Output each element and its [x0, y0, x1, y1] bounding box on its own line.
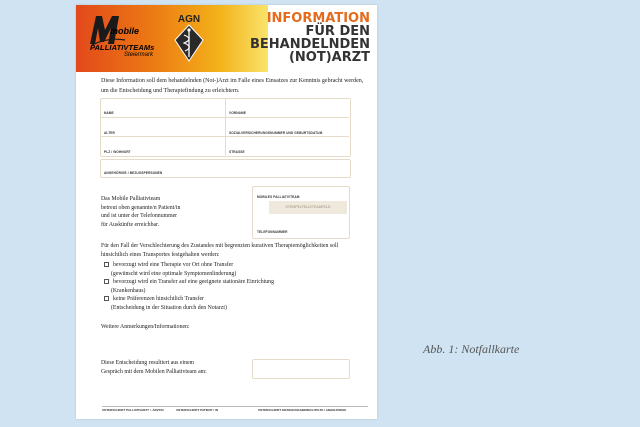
field-label-strasse: STRASSE	[229, 150, 245, 154]
decision-date-field[interactable]	[252, 359, 350, 379]
decision-line: Gespräch mit dem Mobilen Palliativteam am:	[101, 368, 207, 375]
patient-data-box	[100, 98, 351, 157]
option-subline: (gewünscht wird eine optimale Symptomenlinderung)	[111, 270, 237, 277]
team-info-text	[101, 195, 180, 229]
field-label-angehoerige: ANGEHÖRIGE / BEZUGSPERSONEN	[104, 171, 163, 175]
option-line: bevorzugt wird ein Transfer auf eine geeignete stationäre Einrichtung	[104, 278, 274, 287]
signature-line	[102, 406, 368, 407]
team-text-line: betreut oben genannte/n Patient/in	[101, 204, 181, 211]
remarks-label: Weitere Anmerkungen/Informationen:	[101, 324, 190, 330]
logo-region-text: Steiermark	[124, 52, 154, 58]
deterioration-intro: Für den Fall der Verschlechterung des Zustandes mit begrenzten kurativen Therapiemöglichkeiten soll hinsichtlich eines Transportes festgehalten werden:	[101, 243, 339, 258]
title-line-behandelnden: BEHANDELNDEN	[250, 37, 370, 52]
option-checkbox[interactable]	[104, 279, 109, 284]
option-line: bevorzugt wird eine Therapie vor Ort ohne Transfer	[104, 261, 274, 270]
document-header	[76, 5, 377, 72]
agn-emblem-icon	[172, 11, 206, 67]
title-line-fuer-den: FÜR DEN	[305, 24, 370, 39]
decision-text	[101, 359, 207, 376]
team-box-label: MOBILES PALLIATIVTEAM	[257, 195, 300, 199]
logo-organization-text: PALLIATIVTEAMs	[90, 43, 155, 52]
emergency-card-document	[76, 5, 377, 419]
team-text-line: für Auskünfte erreichbar.	[101, 221, 160, 228]
signature-relatives: UNTERSCHRIFT ERZIEHUNGSBERECHTIGTE / ANGEHÖRIGE	[258, 408, 347, 412]
option-subline: (Krankenhaus)	[111, 287, 146, 294]
title-line-notarzt: (NOT)ARZT	[288, 50, 370, 65]
intro-text: Diese Information soll dem behandelnden (Not-)Arzt im Falle eines Einsatzes zur Kenntnis gebracht werden, um die Entscheidung und Therapiefindung zu erleichtern.	[101, 78, 364, 94]
signature-patient: UNTERSCHRIFT PATIENT / IN	[176, 408, 219, 412]
relatives-box	[100, 159, 351, 178]
phone-label: TELEFONNUMMER	[257, 230, 288, 234]
svg-text:AGN: AGN	[177, 14, 201, 25]
field-label-svnr: SOZIALVERSICHERUNGSNUMMER UND GEBURTSDATUM	[229, 131, 323, 135]
decision-line: Diese Entscheidung resultiert aus einem	[101, 360, 195, 366]
team-text-line: und ist unter der Telefonnummer	[101, 213, 178, 219]
team-text-line: Das Mobile Palliativteam	[101, 196, 161, 202]
field-label-plz: PLZ / WOHNORT	[104, 150, 131, 154]
logo-mobile-text: mobile	[110, 26, 140, 36]
stamp-field: STEMPELFELD/TEAMFELD	[269, 201, 347, 214]
option-checkbox[interactable]	[104, 296, 109, 301]
field-label-alter: ALTER	[104, 131, 115, 135]
field-label-name: NAME	[104, 111, 114, 115]
field-label-vorname: VORNAME	[229, 111, 246, 115]
option-checkbox[interactable]	[104, 262, 109, 267]
transport-options	[104, 261, 274, 312]
team-contact-box	[252, 186, 350, 239]
option-line: keine Präferenzen hinsichtlich Transfer	[104, 295, 274, 304]
figure-caption: Abb. 1: Notfallkarte	[423, 342, 520, 356]
document-title	[250, 12, 370, 64]
signature-physician: UNTERSCHRIFT PALLIATIVARZT / -ÄRZTIN	[102, 408, 164, 412]
title-line-information: INFORMATION	[266, 11, 370, 26]
option-subline: (Entscheidung in der Situation durch den Notarzt)	[111, 304, 227, 311]
